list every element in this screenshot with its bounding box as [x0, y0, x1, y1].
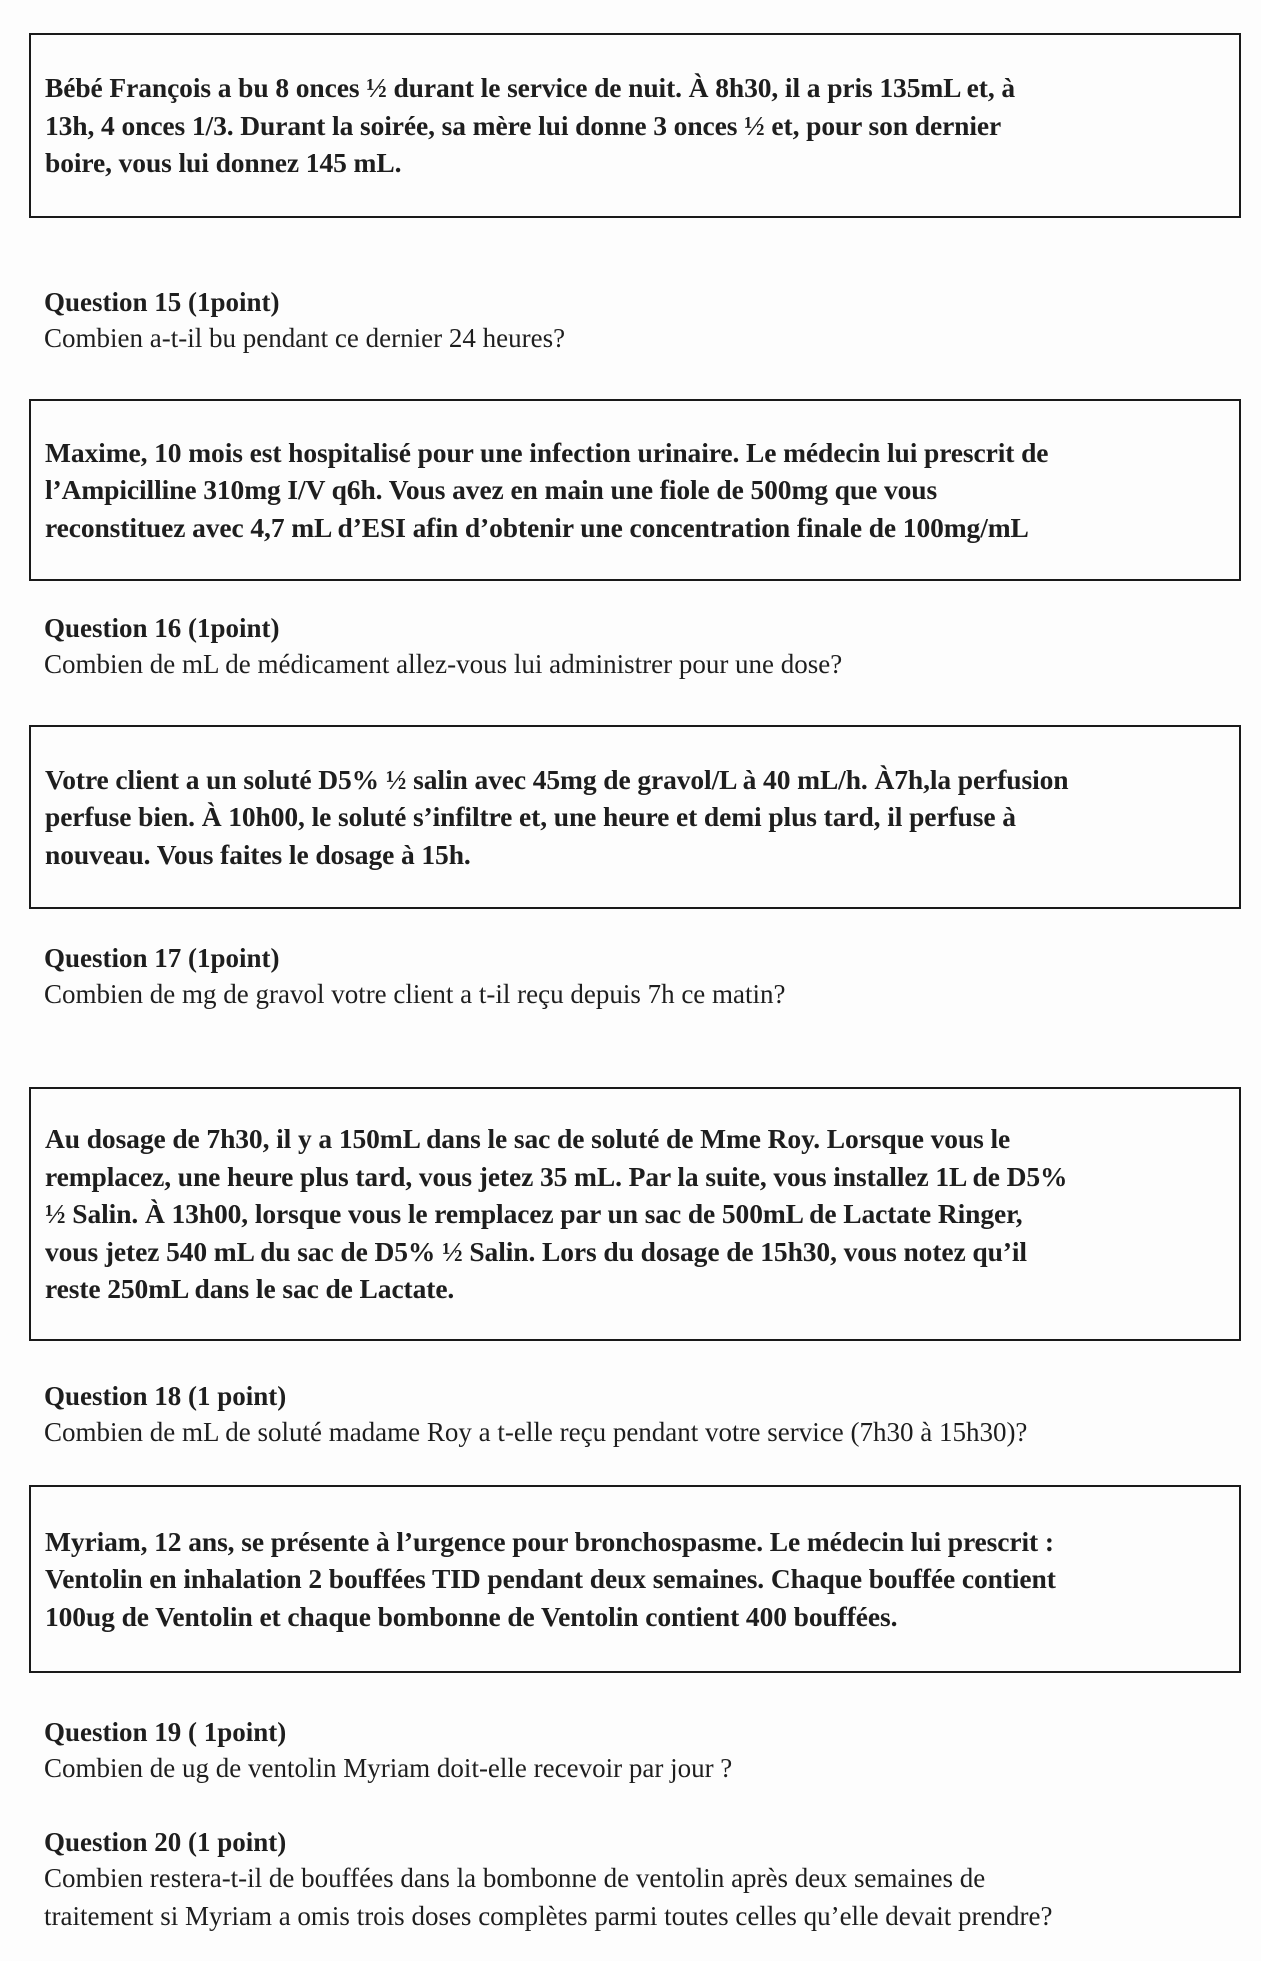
scenario-box-myriam: [29, 1485, 1241, 1673]
question-text: traitement si Myriam a omis trois doses complètes parmi toutes celles qu’elle devait prendre?: [44, 1900, 1053, 1931]
scenario-line: Myriam, 12 ans, se présente à l’urgence pour bronchospasme. Le médecin lui prescrit :: [45, 1525, 1054, 1557]
scenario-line: Ventolin en inhalation 2 bouffées TID pendant deux semaines. Chaque bouffée contient: [45, 1563, 1056, 1595]
question-text: Combien de mL de soluté madame Roy a t-elle reçu pendant votre service (7h30 à 15h30)?: [44, 1417, 1028, 1447]
scenario-box-gravol: [29, 725, 1241, 909]
scenario-line: reconstituez avec 4,7 mL d’ESI afin d’obtenir une concentration finale de 100mg/mL: [45, 511, 1029, 543]
scenario-line: reste 250mL dans le sac de Lactate.: [45, 1273, 455, 1305]
question-heading: Question 17 (1point): [44, 943, 280, 973]
scenario-line: Votre client a un soluté D5% ½ salin avec 45mg de gravol/L à 40 mL/h. À7h,la perfusion: [45, 763, 1069, 795]
question-16: [44, 610, 842, 684]
scenario-box-mme-roy: [29, 1087, 1241, 1341]
scenario-line: Maxime, 10 mois est hospitalisé pour une infection urinaire. Le médecin lui prescrit de: [45, 436, 1049, 468]
question-15: [44, 284, 565, 358]
question-text: Combien de mg de gravol votre client a t-il reçu depuis 7h ce matin?: [44, 979, 786, 1009]
question-heading: Question 16 (1point): [44, 613, 280, 643]
question-heading: Question 15 (1point): [44, 287, 280, 317]
scenario-line: 100ug de Ventolin et chaque bombonne de Ventolin contient 400 bouffées.: [45, 1600, 898, 1632]
question-18: [44, 1378, 1027, 1452]
scenario-line: nouveau. Vous faites le dosage à 15h.: [45, 838, 471, 870]
question-text: Combien a-t-il bu pendant ce dernier 24 heures?: [44, 323, 566, 353]
scenario-line: Au dosage de 7h30, il y a 150mL dans le sac de soluté de Mme Roy. Lorsque vous le: [45, 1123, 1011, 1155]
scenario-line: l’Ampicilline 310mg I/V q6h. Vous avez en main une fiole de 500mg que vous: [45, 474, 938, 506]
question-heading: Question 20 (1 point): [44, 1827, 287, 1857]
scenario-box-francois: [29, 33, 1241, 218]
scenario-line: boire, vous lui donnez 145 mL.: [45, 147, 402, 179]
question-heading: Question 18 (1 point): [44, 1381, 287, 1411]
scenario-line: ½ Salin. À 13h00, lorsque vous le remplacez par un sac de 500mL de Lactate Ringer,: [45, 1198, 1023, 1230]
question-17: [44, 940, 786, 1014]
question-text: Combien de ug de ventolin Myriam doit-elle recevoir par jour ?: [44, 1753, 733, 1783]
scenario-line: vous jetez 540 mL du sac de D5% ½ Salin. Lors du dosage de 15h30, vous notez qu’il: [45, 1235, 1027, 1267]
scenario-box-maxime: [29, 399, 1241, 581]
question-20: [44, 1824, 1052, 1935]
question-text: Combien de mL de médicament allez-vous lui administrer pour une dose?: [44, 649, 843, 679]
scenario-line: remplacez, une heure plus tard, vous jetez 35 mL. Par la suite, vous installez 1L de D5%: [45, 1160, 1068, 1192]
question-19: [44, 1714, 732, 1788]
scenario-line: 13h, 4 onces 1/3. Durant la soirée, sa mère lui donne 3 onces ½ et, pour son dernier: [45, 109, 1002, 141]
question-heading: Question 19 ( 1point): [44, 1717, 287, 1747]
scenario-line: perfuse bien. À 10h00, le soluté s’infiltre et, une heure et demi plus tard, il perfuse à: [45, 801, 1016, 833]
scenario-line: Bébé François a bu 8 onces ½ durant le service de nuit. À 8h30, il a pris 135mL et, à: [45, 72, 1016, 104]
question-text: Combien restera-t-il de bouffées dans la bombonne de ventolin après deux semaines de: [44, 1863, 986, 1893]
